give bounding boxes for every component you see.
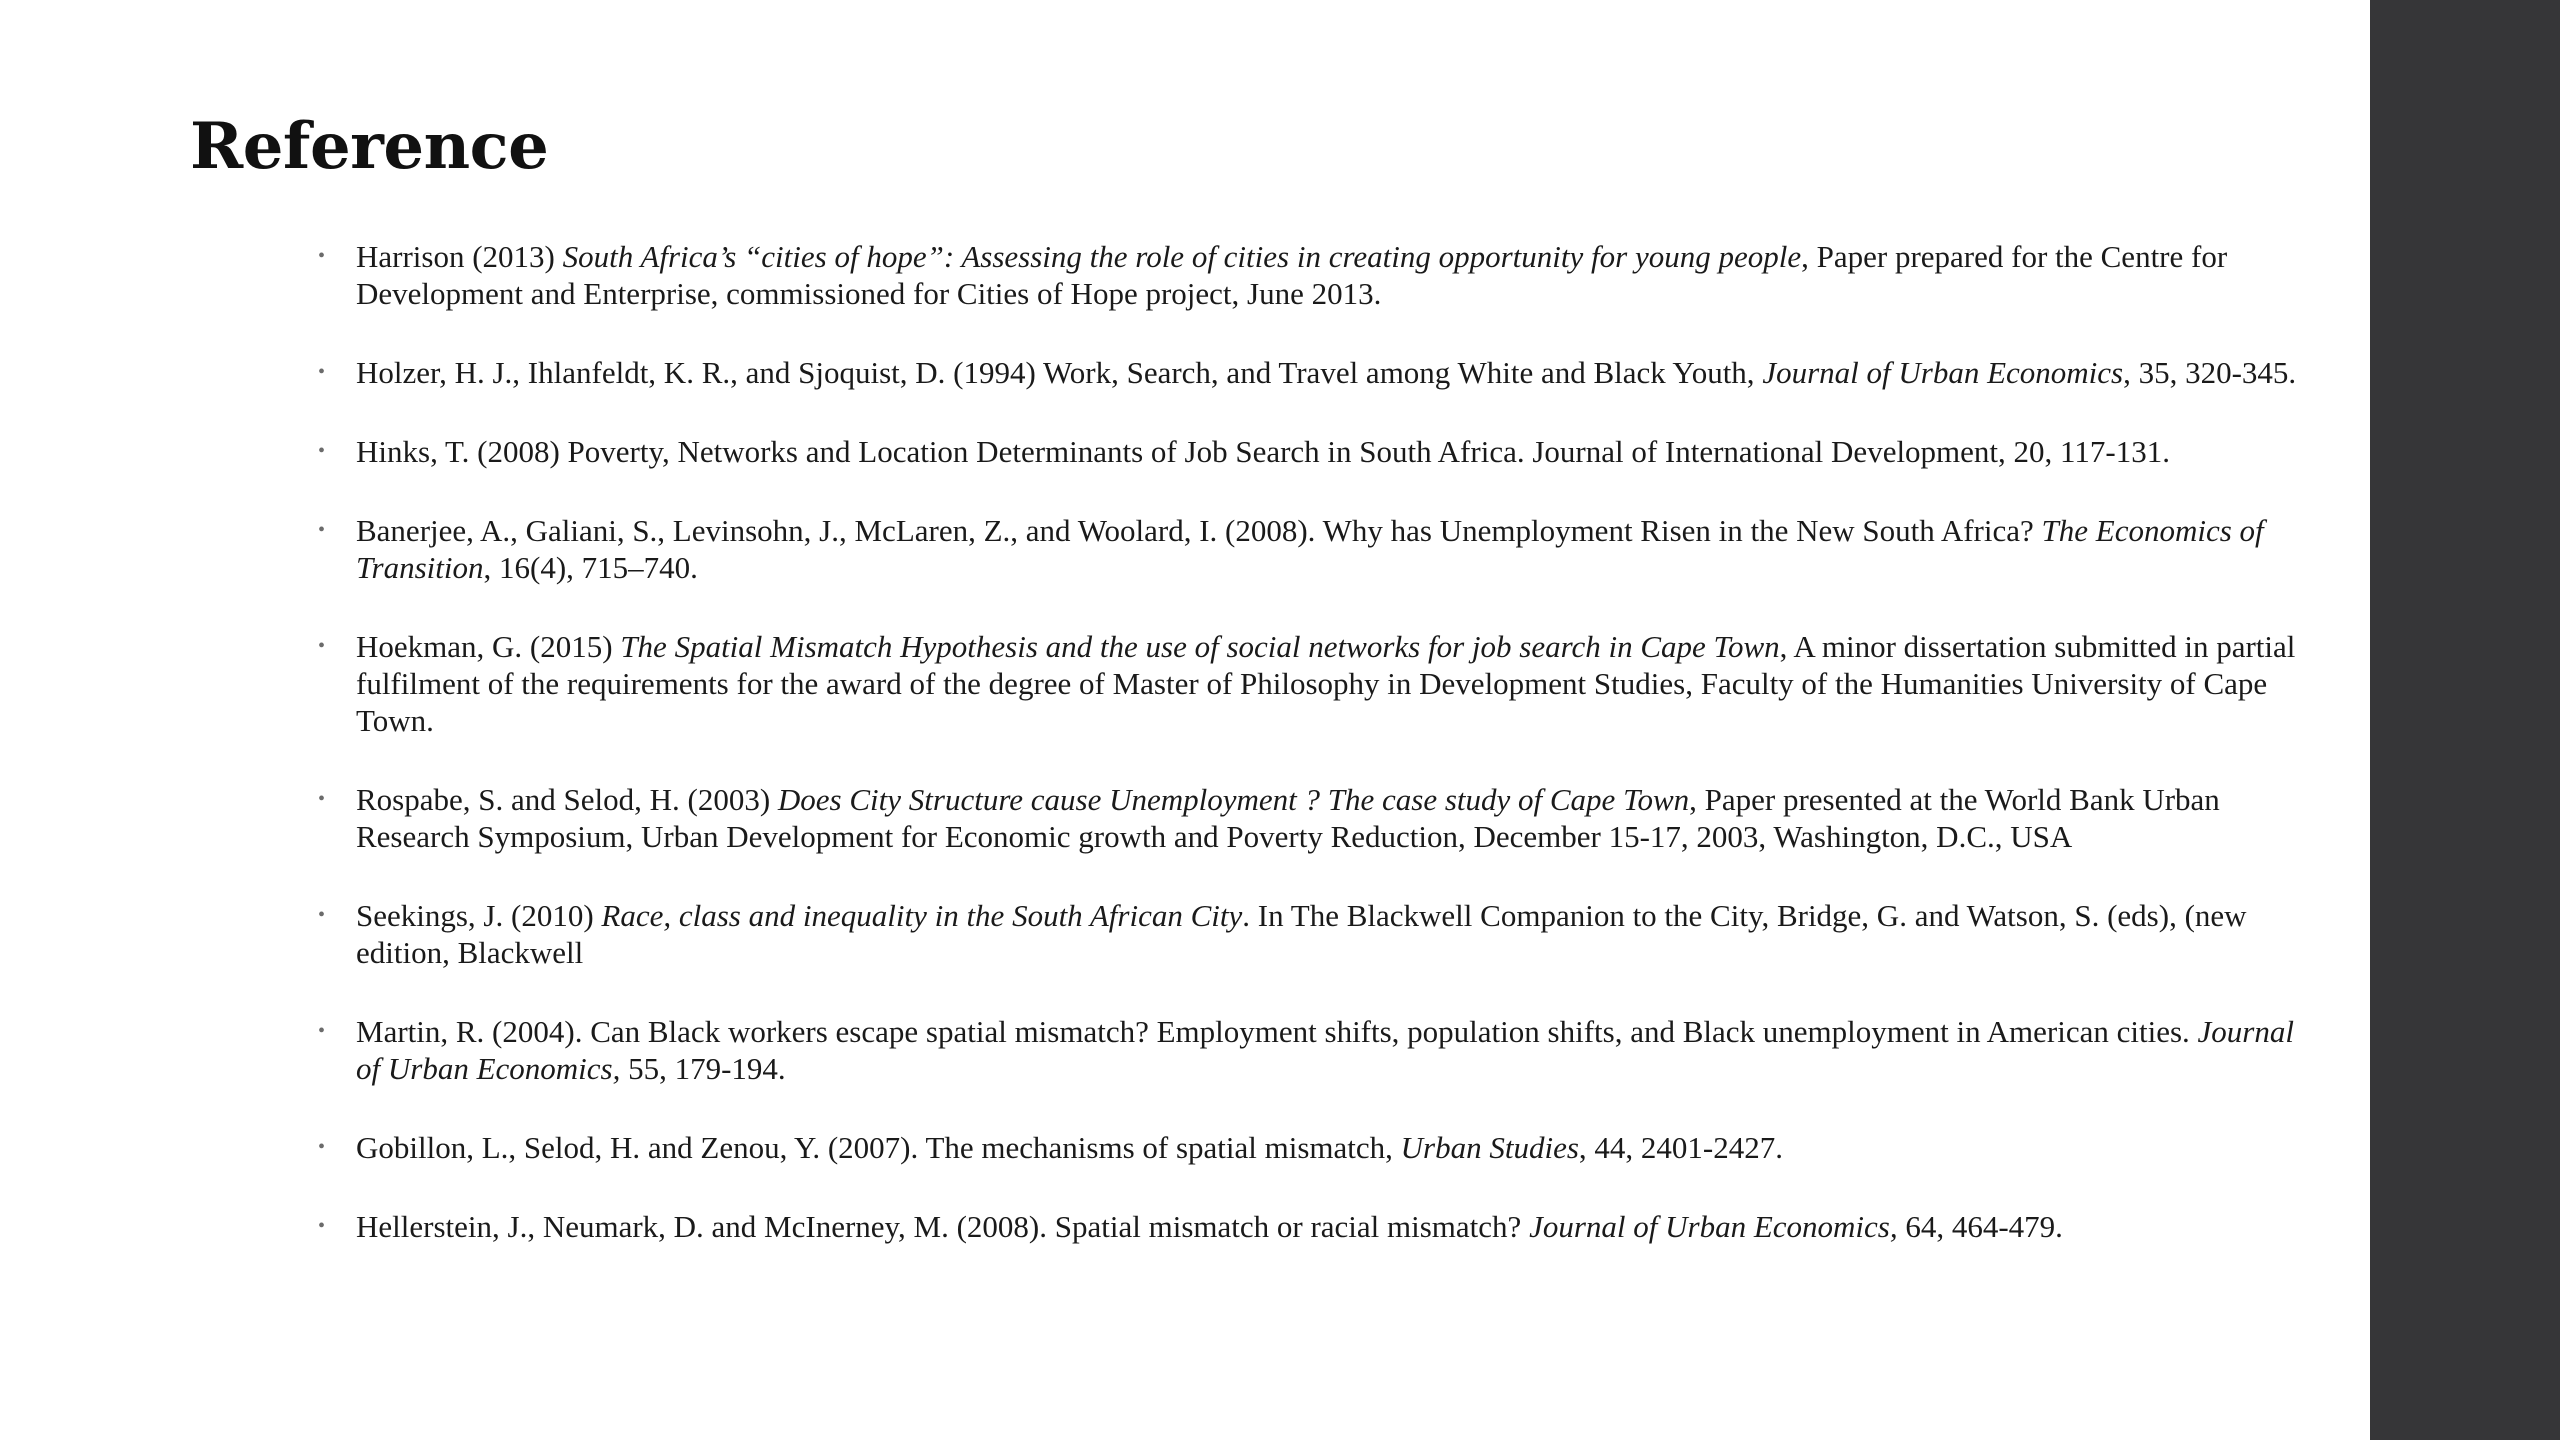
reference-text bbox=[356, 629, 2295, 738]
reference-segment: . In The Blackwell Companion to the City, Bridge, G. and Watson, S. (eds), (new edition, Blackwell bbox=[356, 898, 2247, 970]
bullet-icon: • bbox=[318, 788, 326, 810]
reference-item bbox=[310, 354, 2310, 391]
reference-item bbox=[310, 897, 2310, 971]
reference-segment: , Paper presented at the World Bank Urban Research Symposium, Urban Development for Economic growth and Poverty Reduction, December 15-17, 2003, Washington, D.C., USA bbox=[356, 782, 2220, 854]
reference-italic-title: South Africa’s “cities of hope”: Assessing the role of cities in creating opportunity for young people bbox=[562, 239, 1802, 274]
side-bar bbox=[2370, 0, 2560, 1440]
reference-segment: Holzer, H. J., Ihlanfeldt, K. R., and Sjoquist, D. (1994) Work, Search, and Travel among White and Black Youth, bbox=[356, 355, 1763, 390]
reference-item bbox=[310, 238, 2310, 312]
reference-item bbox=[310, 781, 2310, 855]
reference-item bbox=[310, 628, 2310, 739]
reference-segment: , 35, 320-345. bbox=[2123, 355, 2297, 390]
reference-segment: Hinks, T. (2008) Poverty, Networks and Location Determinants of Job Search in South Africa. Journal of International Development, 20, 117-131. bbox=[356, 434, 2170, 469]
reference-segment: , 16(4), 715–740. bbox=[483, 550, 698, 585]
bullet-icon: • bbox=[318, 1020, 326, 1042]
reference-item bbox=[310, 433, 2310, 470]
reference-text bbox=[356, 1130, 1783, 1165]
reference-segment: Seekings, J. (2010) bbox=[356, 898, 602, 933]
bullet-icon: • bbox=[318, 440, 326, 462]
reference-text bbox=[356, 355, 2296, 390]
reference-list bbox=[310, 238, 2310, 1287]
bullet-icon: • bbox=[318, 1215, 326, 1237]
bullet-icon: • bbox=[318, 904, 326, 926]
reference-segment: Martin, R. (2004). Can Black workers escape spatial mismatch? Employment shifts, population shifts, and Black unemployment in American cities. bbox=[356, 1014, 2198, 1049]
reference-text bbox=[356, 898, 2247, 970]
reference-item bbox=[310, 512, 2310, 586]
reference-segment: , Paper prepared for the Centre for Development and Enterprise, commissioned for Cities of Hope project, June 2013. bbox=[356, 239, 2228, 311]
reference-text bbox=[356, 1014, 2294, 1086]
bullet-icon: • bbox=[318, 1136, 326, 1158]
bullet-icon: • bbox=[318, 635, 326, 657]
bullet-icon: • bbox=[318, 519, 326, 541]
reference-segment: Rospabe, S. and Selod, H. (2003) bbox=[356, 782, 778, 817]
reference-italic-title: Journal of Urban Economics, bbox=[1529, 1209, 1898, 1244]
reference-italic-title: Urban Studies bbox=[1400, 1130, 1579, 1165]
reference-segment: Gobillon, L., Selod, H. and Zenou, Y. (2007). The mechanisms of spatial mismatch, bbox=[356, 1130, 1401, 1165]
reference-segment: 64, 464-479. bbox=[1897, 1209, 2063, 1244]
reference-italic-title: The Spatial Mismatch Hypothesis and the use of social networks for job search in Cape Town bbox=[620, 629, 1780, 664]
reference-segment: Harrison (2013) bbox=[356, 239, 563, 274]
bullet-icon: • bbox=[318, 361, 326, 383]
reference-item bbox=[310, 1013, 2310, 1087]
reference-segment: Hellerstein, J., Neumark, D. and McInerney, M. (2008). Spatial mismatch or racial mismatch? bbox=[356, 1209, 1530, 1244]
reference-text bbox=[356, 239, 2227, 311]
slide-title: Reference bbox=[190, 109, 549, 184]
reference-italic-title: Journal of Urban Economics bbox=[1762, 355, 2124, 390]
reference-segment: , 44, 2401-2427. bbox=[1578, 1130, 1783, 1165]
reference-text bbox=[356, 513, 2264, 585]
reference-italic-title: Journal of Urban Economics, bbox=[356, 1014, 2294, 1086]
reference-segment: 55, 179-194. bbox=[620, 1051, 786, 1086]
reference-italic-title: The Economics of Transition bbox=[356, 513, 2264, 585]
reference-item bbox=[310, 1208, 2310, 1245]
reference-segment: Hoekman, G. (2015) bbox=[356, 629, 621, 664]
reference-segment: , A minor dissertation submitted in partial fulfilment of the requirements for the award of the degree of Master of Philosophy in Development Studies, Faculty of the Humanities University of Cape Town. bbox=[356, 629, 2296, 738]
reference-segment: Banerjee, A., Galiani, S., Levinsohn, J., McLaren, Z., and Woolard, I. (2008). Why has Unemployment Risen in the New South Africa? bbox=[356, 513, 2042, 548]
reference-item bbox=[310, 1129, 2310, 1166]
reference-italic-title: Does City Structure cause Unemployment ? The case study of Cape Town bbox=[777, 782, 1690, 817]
reference-text bbox=[356, 782, 2220, 854]
bullet-icon: • bbox=[318, 245, 326, 267]
reference-text bbox=[356, 434, 2170, 469]
reference-text bbox=[356, 1209, 2063, 1244]
reference-italic-title: Race, class and inequality in the South African City bbox=[601, 898, 1243, 933]
